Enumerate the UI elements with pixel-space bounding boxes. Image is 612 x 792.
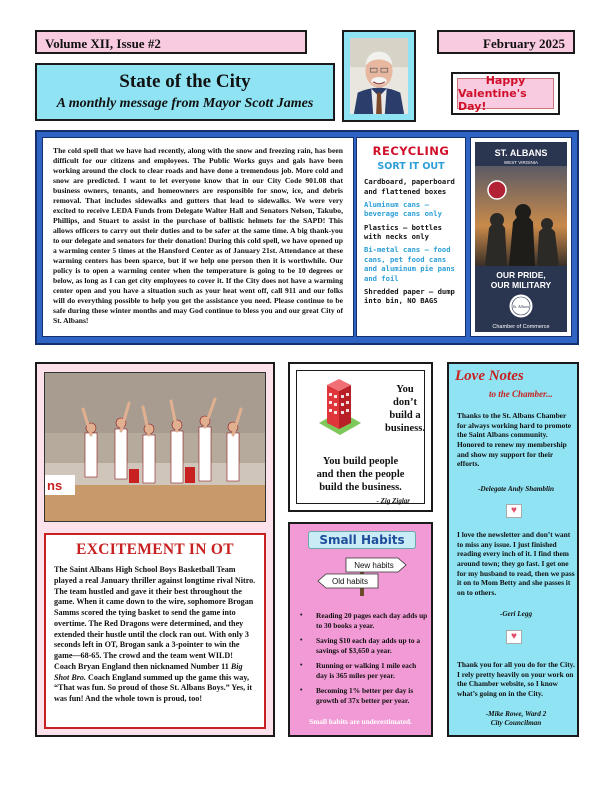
- poster-footer: Chamber of Commerce: [492, 324, 550, 330]
- volume-bar: [35, 30, 307, 54]
- quote-line: You build people: [322, 456, 399, 467]
- poster-state: WEST VIRGINIA: [504, 160, 538, 165]
- valentine-line1: Happy: [485, 73, 526, 87]
- ot-body: [54, 565, 256, 705]
- ot-body-part1: The Saint Albans High School Boys Basketball Team played a real January thriller against longtime rival Nitro. The team hustled and gave it their best throughout the game. When it came down to the wire, sophomore Brogan Samms scored the tying basket to send the game into overtime. The Red Dragons were determined, and they extended their hustle until the clock ran out. With only 3 seconds left in OT, Brogan sank a 3-pointer to win the game—68-65. The crowd and the team went WILD! Coach Bryan England then nicknamed Number 11: [54, 565, 256, 671]
- recycling-title: RECYCLING: [372, 144, 450, 158]
- poster-city: ST. ALBANS: [494, 148, 548, 158]
- love-note-signature: -Geri Legg: [499, 610, 533, 618]
- love-notes-subtitle: to the Chamber...: [489, 389, 553, 399]
- title-banner: [35, 63, 335, 121]
- habit-text: Running or walking 1 mile each day is 365 miles per year.: [316, 661, 417, 680]
- quote-line: build a: [389, 410, 421, 422]
- mayor-letter: [42, 137, 354, 337]
- volume-label: Volume XII, Issue #2: [45, 36, 161, 51]
- poster-slogan1: OUR PRIDE,: [496, 270, 546, 280]
- quote-line: business.: [385, 423, 425, 435]
- heart-icon: ♥: [506, 504, 522, 518]
- habit-text: Becoming 1% better per day is growth of 37x better per year.: [316, 686, 414, 705]
- habits-title: Small Habits: [308, 531, 416, 549]
- love-note-text: I love the newsletter and don’t want to miss any issue. I just finished reading every inch of it. I find them around town; they go fast. I get one for my husband to read, then we pass it on to Mom Betty and she passes it on to others.: [457, 530, 575, 597]
- valentine-card: [451, 72, 560, 115]
- love-note-signature: -Delegate Andy Shamblin: [477, 485, 554, 493]
- mayor-photo-frame: [342, 30, 416, 122]
- newsletter-subtitle: A monthly message from Mayor Scott James: [56, 96, 314, 111]
- habit-text: Saving $10 each day adds up to a savings of $3,650 a year.: [316, 636, 421, 655]
- quote-line: You: [396, 384, 414, 395]
- military-poster: [470, 137, 572, 337]
- recycling-item: Plastics – bottles with necks only: [364, 222, 442, 242]
- our-pride-poster: [475, 142, 567, 332]
- issue-date: February 2025: [483, 36, 565, 51]
- habits-footer: Small habits are underestimated.: [309, 717, 412, 726]
- quote-author: - Zig Ziglar: [376, 497, 410, 505]
- quote-bottom: [297, 455, 424, 494]
- love-note-signature: [457, 710, 575, 728]
- bullet-icon: •: [300, 636, 303, 644]
- quote-line: build the business.: [319, 482, 402, 494]
- mayor-letter-text: The cold spell that we have had recently, along with the snow and freezing rain, has been difficult for our citizens and employees. The Public Works guys and gals have been working around the clock to clear roads and have done a tremendous job. More cold and snow are predicted. I want to let everyone know that in our City Code 901.08 that business owners, tenants, and homeowners are responsible for snow, ice, and debris removal. That includes sidewalks and gutters that lead to sidewalks. We were very excited to receive LEDA Funds from Delegate Walter Hall and Senators Nelson, Takubo, Phillips, and Stuart to assist in the purchase of ballistic helmets for the SAPD! This allows officers to carry out their duties and to be safer at the same time. A big thank-you to our delegate and senators for their donation! During this cold spell, we have opened up a warming center 5 times at the Hansford Center as of January 21st. Attendance at these warming centers has been sparce, but if we help one person then it is worthwhile. Our policy is to open a warming center when the temperature is going to be 10 degrees or below, as long as I can get city employees to cover it. If the City does not have a warming center open and you have a situation such as your heat went off, call 911 and our folks will do everything possible to help you get the assistance you need. Please continue to be safe during these winter months and may God continue to bless you and our great City of St. Albans!: [53, 146, 343, 326]
- love-note-text: Thanks to the St. Albans Chamber for always working hard to promote the Saint Albans community. Honored to renew my membership and show my support for their efforts.: [457, 411, 572, 469]
- building-icon: [319, 377, 361, 439]
- valentine-line2: Valentine's Day!: [458, 86, 527, 114]
- ot-article: [44, 533, 266, 729]
- recycling-item: Bi-metal cans – food cans, pet food cans and aluminum pie pans and foil: [364, 245, 455, 283]
- habit-item: [300, 661, 428, 680]
- habit-item: [300, 686, 428, 705]
- bullet-icon: •: [300, 611, 303, 619]
- quote-frame: [288, 362, 433, 512]
- signature-line1: -Mike Rowe, Ward 2: [485, 710, 547, 718]
- recycling-item: Aluminum cans – beverage cans only: [364, 200, 442, 219]
- ot-body-italic: Big Shot Bro.: [54, 661, 243, 682]
- small-habits-panel: [288, 522, 433, 737]
- signature-line2: City Councilman: [490, 719, 542, 727]
- basketball-photo: [44, 372, 266, 522]
- bullet-icon: •: [300, 661, 303, 669]
- habit-text: Reading 20 pages each day adds up to 30 books a year.: [316, 611, 428, 630]
- love-notes-title: Love Notes: [455, 368, 524, 384]
- date-bar: [437, 30, 575, 54]
- habit-item: [300, 636, 428, 655]
- sign-new: New habits: [354, 561, 394, 570]
- mayor-portrait: [350, 38, 408, 114]
- poster-seal-text: St. Albans: [512, 304, 530, 309]
- newsletter-title: State of the City: [119, 71, 251, 92]
- recycling-item: Shredded paper – dump into bin, NO BAGS: [364, 286, 455, 306]
- basketball-celebration-image: [45, 373, 266, 522]
- poster-slogan2: OUR MILITARY: [490, 280, 552, 290]
- quote-line: don’t: [393, 397, 417, 409]
- recycling-panel: [356, 137, 466, 337]
- sign-old: Old habits: [331, 577, 369, 586]
- recycling-subtitle: SORT IT OUT: [377, 160, 445, 172]
- quote-line: and then the people: [316, 469, 405, 481]
- bullet-icon: •: [300, 686, 303, 694]
- habit-item: [300, 611, 428, 630]
- ot-title: EXCITEMENT IN OT: [76, 541, 234, 558]
- love-notes-panel: [447, 362, 579, 737]
- recycling-item: Cardboard, paperboard and flattened boxes: [364, 177, 455, 196]
- banner-fragment: ns: [47, 478, 63, 493]
- ot-body-part2: Coach England summed up the game this way, “That was fun. So proud of those St. Albans Boys.” Yes, it was fun! And the whole town is proud, too!: [54, 672, 253, 703]
- signpost-icon: [316, 552, 408, 596]
- heart-icon: ♥: [506, 630, 522, 644]
- quote-top: [377, 383, 433, 436]
- love-note-text: Thank you for all you do for the City. I rely pretty heavily on your work on the Chamber website, so I know what’s going on in the City.: [457, 660, 575, 698]
- quote-card: [296, 370, 425, 504]
